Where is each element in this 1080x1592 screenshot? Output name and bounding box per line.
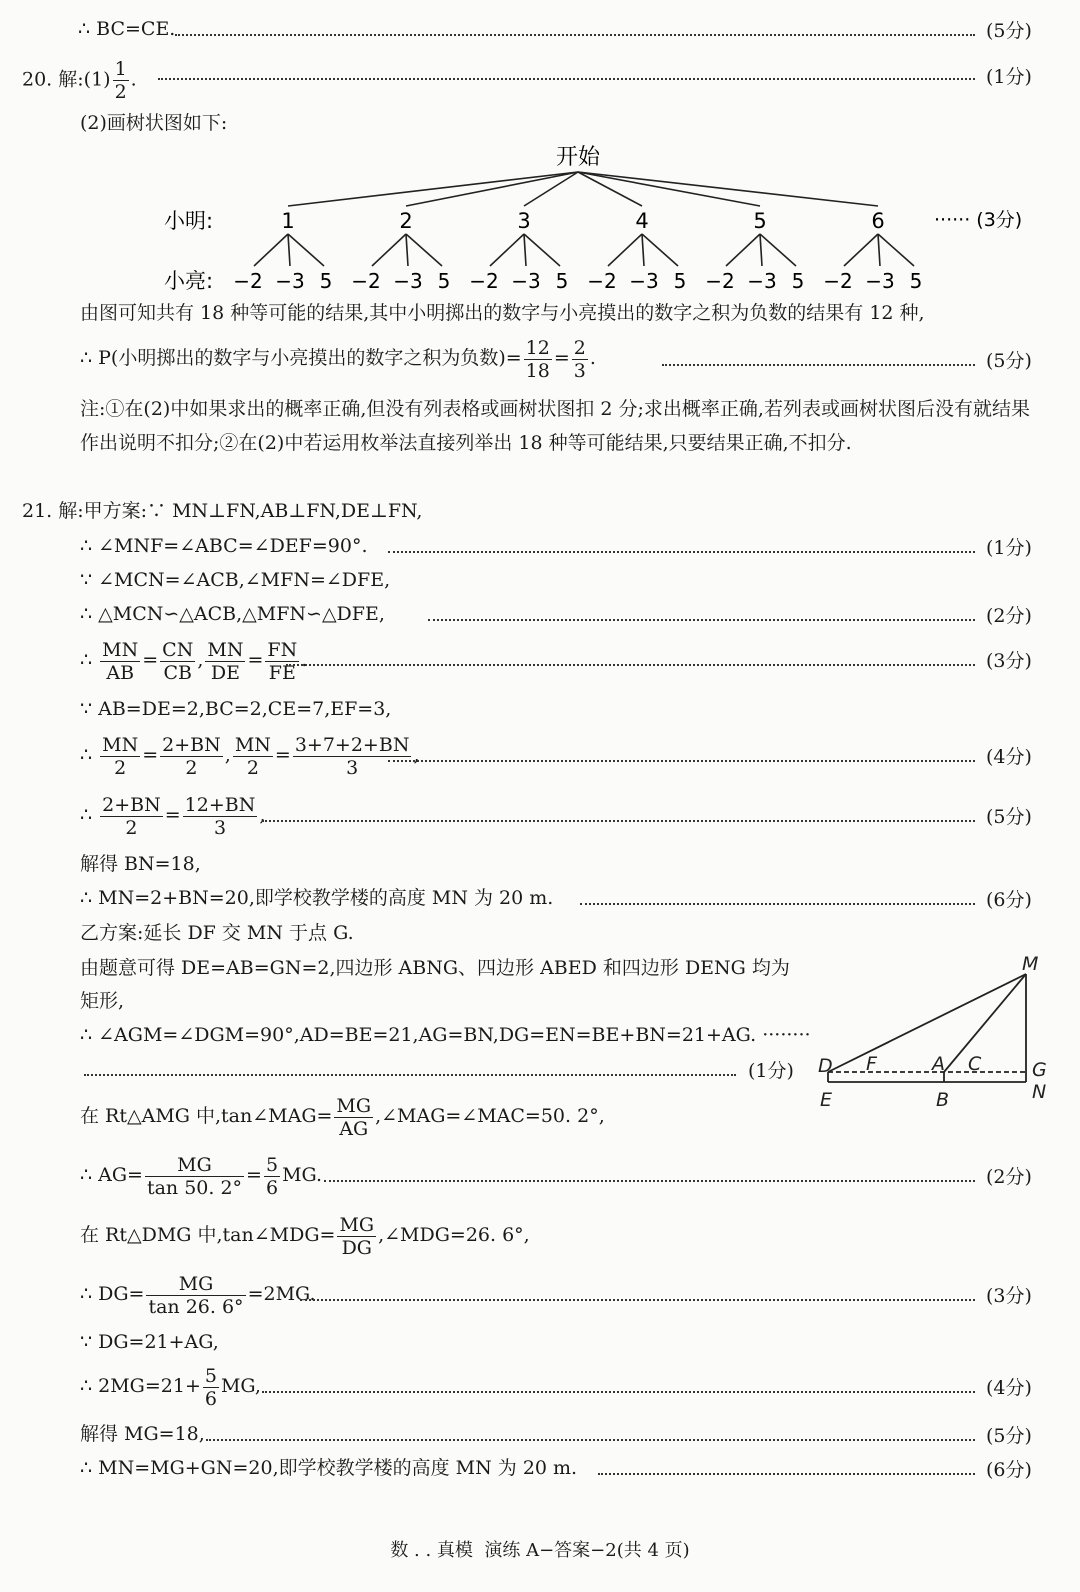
q21-b5: ∴ AG= $\frac{MG}{\tan 50. 2^\circ}$ = $\frac{5}{6}$ MG. [80, 1153, 323, 1199]
leaf: −2 [233, 269, 263, 293]
tree-node-2: 2 [399, 209, 413, 233]
q21-line5: ∵ AB=DE=2,BC=2,CE=7,EF=3, [80, 698, 392, 720]
leaf: −3 [747, 269, 777, 293]
leaf: 5 [673, 269, 687, 293]
tree-node-1: 1 [281, 209, 295, 233]
leaf: −2 [705, 269, 735, 293]
dot-leader [324, 1180, 975, 1182]
label-b: B [936, 1089, 950, 1111]
q21-b10: 解得 MG=18, [80, 1423, 205, 1445]
leaf: −2 [469, 269, 499, 293]
q21-b9: ∴ 2MG=21+ $\frac{5}{6}$ MG, [80, 1364, 261, 1410]
points-label: (6分) [986, 1459, 1032, 1481]
points-label: (5分) [986, 806, 1032, 828]
q21-line9: ∴ MN=2+BN=20,即学校教学楼的高度 MN 为 20 m. [80, 887, 554, 909]
dot-leader [286, 664, 975, 666]
tree-root: 开始 [555, 145, 601, 170]
label-f: F [866, 1053, 877, 1075]
dot-leader [262, 820, 975, 822]
leaf: −3 [511, 269, 541, 293]
q21-line6: ∴ $\frac{MN}{2}$ = $\frac{2+BN}{2}$ , $\frac{MN}{2}$ = $\frac{3+7+2+BN}{3}$ , [80, 733, 420, 779]
points-label: (2分) [986, 605, 1032, 627]
points-label: (5分) [986, 350, 1032, 372]
points-label: (4分) [986, 746, 1032, 768]
dot-leader [206, 1439, 975, 1441]
tree-node-6: 6 [871, 209, 885, 233]
points-label: (4分) [986, 1377, 1032, 1399]
q21-b2: 矩形, [80, 990, 125, 1012]
q21-line8: 解得 BN=18, [80, 853, 201, 875]
leaf: 5 [437, 269, 451, 293]
leaf: −3 [629, 269, 659, 293]
dot-leader [300, 1299, 975, 1301]
leaf: 5 [909, 269, 923, 293]
dot-leader [662, 364, 975, 366]
tree-diagram [150, 138, 1023, 298]
label-e: E [820, 1089, 833, 1111]
q21-line1: ∴ ∠MNF=∠ABC=∠DEF=90°. [80, 535, 368, 557]
q20-probability: ∴ P(小明掷出的数字与小亮摸出的数字之积为负数)= $\frac{12}{18}$ = $\frac{2}{3}$ . [80, 336, 596, 382]
q21-b3: ∴ ∠AGM=∠DGM=90°,AD=BE=21,AG=BN,DG=EN=BE+BN=21+AG. ········ [80, 1024, 811, 1046]
leaf: −3 [275, 269, 305, 293]
points-label: (3分) [986, 1285, 1032, 1307]
points-label: (1分) [986, 537, 1032, 559]
points-label: (5分) [986, 1425, 1032, 1447]
line-bc-ce: ∴ BC=CE. [78, 18, 176, 40]
dot-leader [388, 760, 975, 762]
q21-line3: ∴ △MCN∽△ACB,△MFN∽△DFE, [80, 603, 385, 625]
q21-b7: ∴ DG= $\frac{MG}{\tan 26. 6^\circ}$ =2MG. [80, 1272, 316, 1318]
q21-plan-b: 乙方案:延长 DF 交 MN 于点 G. [80, 922, 354, 944]
points-label: (6分) [986, 889, 1032, 911]
dot-leader [175, 34, 975, 36]
leaf: 5 [319, 269, 333, 293]
dot-leader [262, 1391, 975, 1393]
label-g: G [1032, 1059, 1047, 1081]
leaf: 5 [555, 269, 569, 293]
tree-liang-label: 小亮: [164, 269, 214, 293]
points-label: (1分) [986, 66, 1032, 88]
q21-line4: ∴ $\frac{MN}{AB}$ = $\frac{CN}{CB}$ , $\frac{MN}{DE}$ = $\frac{FN}{FE}$ . [80, 638, 308, 684]
points-label: (1分) [748, 1060, 794, 1082]
tree-sub-branches [254, 234, 914, 266]
tree-points: ······ (3分) [934, 209, 1023, 231]
q21-b11: ∴ MN=MG+GN=20,即学校教学楼的高度 MN 为 20 m. [80, 1457, 578, 1479]
q21-line2: ∵ ∠MCN=∠ACB,∠MFN=∠DFE, [80, 569, 391, 591]
leaf: −2 [587, 269, 617, 293]
q21-b6: 在 Rt△DMG 中,tan∠MDG= $\frac{MG}{DG}$ ,∠MDG=26. 6°, [80, 1213, 530, 1259]
q21-b4: 在 Rt△AMG 中,tan∠MAG= $\frac{MG}{AG}$ ,∠MAG=∠MAC=50. 2°, [80, 1094, 605, 1140]
tree-node-3: 3 [517, 209, 531, 233]
tree-node-4: 4 [635, 209, 649, 233]
line-md [828, 974, 1026, 1072]
dot-leader [598, 1473, 975, 1475]
tree-node-5: 5 [753, 209, 767, 233]
note-paragraph: 注:①在(2)中如果求出的概率正确,但没有列表格或画树状图扣 2 分;求出概率正确,若列表或画树状图后没有就结果作出说明不扣分;②在(2)中若运用枚举法直接列举出 18 种等可能结果,只要结果正确,不扣分. [80, 398, 1030, 454]
geometry-figure [808, 948, 1058, 1118]
q21-b1: 由题意可得 DE=AB=GN=2,四边形 ABNG、四边形 ABED 和四边形 DENG 均为 [80, 957, 790, 979]
tree-ming-label: 小明: [164, 209, 214, 233]
tree-branches [288, 172, 878, 206]
dot-leader [84, 1074, 736, 1076]
leaf: −2 [823, 269, 853, 293]
q20-head: 20. 解:(1) $\frac{1}{2}$ . [22, 58, 137, 103]
q21-head: 21. 解:甲方案:∵ MN⊥FN,AB⊥FN,DE⊥FN, [22, 500, 423, 522]
leaf: 5 [791, 269, 805, 293]
label-m: M [1022, 953, 1039, 975]
q21-line7: ∴ $\frac{2+BN}{2}$ = $\frac{12+BN}{3}$ , [80, 793, 266, 839]
q20-part2: (2)画树状图如下: [80, 112, 228, 134]
points-label: (3分) [986, 650, 1032, 672]
points-label: (2分) [986, 1166, 1032, 1188]
leaf: −3 [865, 269, 895, 293]
label-d: D [818, 1055, 833, 1077]
tree-leaves [233, 269, 922, 293]
q20-conclusion: 由图可知共有 18 种等可能的结果,其中小明掷出的数字与小亮摸出的数字之积为负数的结果有 12 种, [80, 302, 925, 324]
leaf: −2 [351, 269, 381, 293]
dot-leader [158, 78, 975, 80]
line-ma [944, 974, 1026, 1072]
dot-leader [388, 551, 975, 553]
label-n: N [1032, 1081, 1047, 1103]
dot-leader [428, 619, 975, 621]
dot-leader [580, 903, 975, 905]
label-c: C [968, 1053, 982, 1075]
leaf: −3 [393, 269, 423, 293]
label-a: A [932, 1053, 945, 1075]
page-footer: 数 . . 真模 ‌ 演练 A−答案−2(共 4 页) [390, 1540, 690, 1561]
points-label: (5分) [986, 20, 1032, 42]
q21-b8: ∵ DG=21+AG, [80, 1331, 219, 1353]
